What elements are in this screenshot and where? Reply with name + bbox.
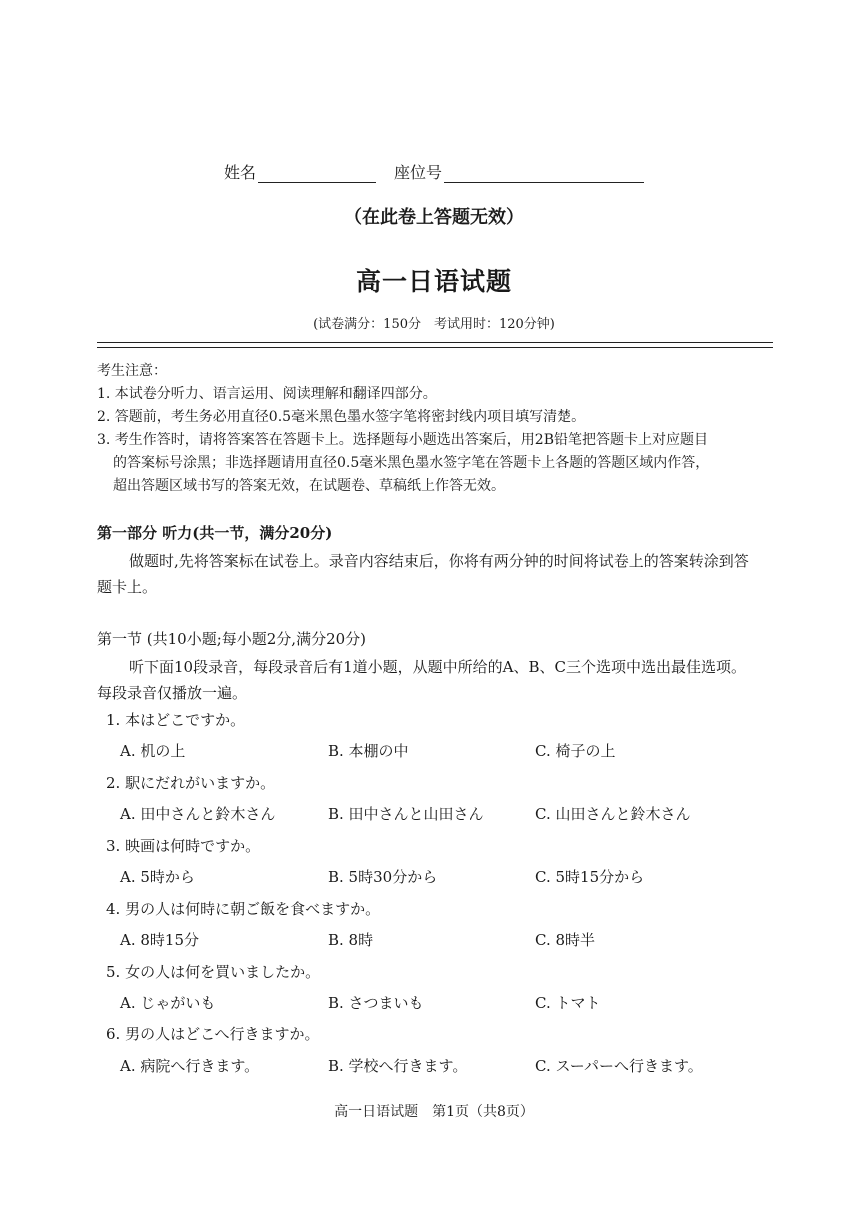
section1-heading: 第一节 (共10小题;每小题2分,满分20分) [97, 630, 367, 648]
question-text: 5. 女の人は何を買いましたか。 [106, 963, 321, 981]
question-text: 4. 男の人は何時に朝ご飯を食べますか。 [106, 900, 381, 918]
part1-heading: 第一部分 听力(共一节，满分20分) [97, 524, 333, 542]
seat-blank [444, 164, 644, 183]
option-b: B. 5時30分から [328, 868, 438, 886]
question-text: 3. 映画は何時ですか。 [106, 837, 261, 855]
part1-desc-cont: 题卡上。 [97, 578, 158, 596]
section1-desc-cont: 每段录音仅播放一遍。 [97, 684, 248, 702]
double-rule-top [97, 342, 773, 343]
option-a: A. 机の上 [120, 742, 186, 760]
option-c: C. 椅子の上 [535, 742, 616, 760]
name-label: 姓名 [223, 163, 256, 182]
instruction-item: 2. 答题前，考生务必用直径0.5毫米黑色墨水签字笔将密封线内项目填写清楚。 [97, 409, 586, 425]
exam-subtitle: (试卷满分：150分 考试用时：120分钟) [313, 317, 555, 332]
instruction-item: 3. 考生作答时，请将答案答在答题卡上。选择题每小题选出答案后，用2B铅笔把答题卡上对应题目 [97, 432, 709, 448]
instruction-item-cont: 超出答题区域书写的答案无效，在试题卷、草稿纸上作答无效。 [113, 478, 505, 494]
option-a: A. じゃがいも [120, 994, 216, 1012]
option-b: B. 学校へ行きます。 [328, 1057, 468, 1075]
question-text: 6. 男の人はどこへ行きますか。 [106, 1025, 320, 1043]
option-a: A. 病院へ行きます。 [120, 1057, 260, 1075]
instruction-item-cont: 的答案标号涂黑；非选择题请用直径0.5毫米黑色墨水签字笔在答题卡上各题的答题区域内作答， [113, 455, 710, 471]
exam-title: 高一日语试题 [355, 267, 512, 296]
option-b: B. 本棚の中 [328, 742, 409, 760]
instruction-item: 1. 本试卷分听力、语言运用、阅读理解和翻译四部分。 [97, 386, 437, 402]
part1-desc: 做题时,先将答案标在试卷上。录音内容结束后，你将有两分钟的时间将试卷上的答案转涂到答 [129, 552, 749, 570]
section1-desc: 听下面10段录音，每段录音后有1道小题，从题中所给的A、B、C三个选项中选出最佳选项。 [129, 658, 746, 676]
question-text: 1. 本はどこですか。 [106, 711, 246, 729]
option-c: C. 5時15分から [535, 868, 645, 886]
page-footer: 高一日语试题 第1页（共8页） [334, 1104, 534, 1120]
option-b: B. 8時 [328, 931, 374, 949]
option-c: C. 山田さんと鈴木さん [535, 805, 691, 823]
option-c: C. 8時半 [535, 931, 596, 949]
name-seat-row [0, 160, 868, 183]
name-blank [258, 164, 376, 183]
option-a: A. 8時15分 [120, 931, 199, 949]
seat-label: 座位号 [394, 163, 443, 182]
question-text: 2. 駅にだれがいますか。 [106, 774, 276, 792]
double-rule-bottom [97, 347, 773, 348]
option-c: C. トマト [535, 994, 601, 1012]
option-a: A. 田中さんと鈴木さん [120, 805, 276, 823]
invalid-answer-notice: （在此卷上答题无效） [344, 207, 524, 228]
option-b: B. さつまいも [328, 994, 424, 1012]
option-b: B. 田中さんと山田さん [328, 805, 484, 823]
option-a: A. 5時から [120, 868, 195, 886]
option-c: C. スーパーへ行きます。 [535, 1057, 703, 1075]
instructions-heading: 考生注意： [97, 363, 167, 379]
